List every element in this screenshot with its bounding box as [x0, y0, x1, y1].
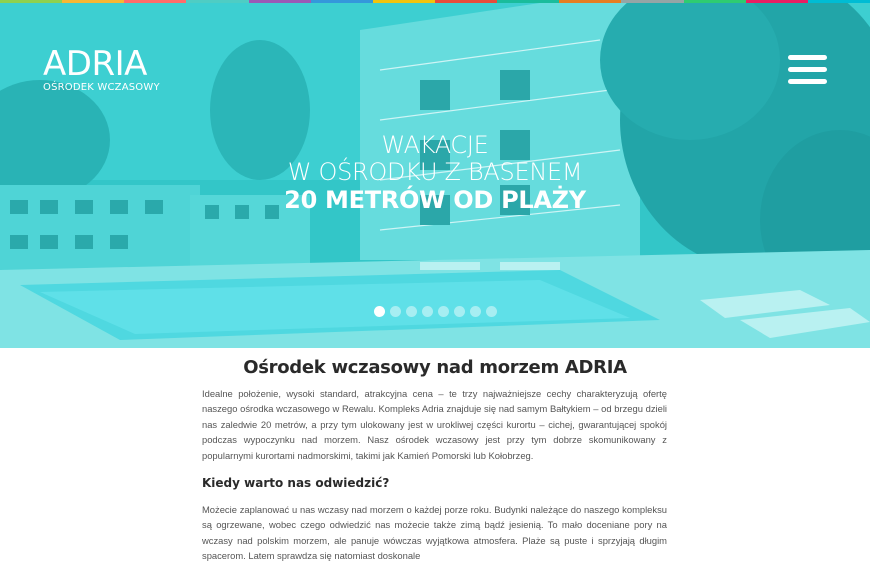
color-strip-segment	[435, 0, 497, 3]
slider-dot-2[interactable]	[390, 306, 401, 317]
logo-title: ADRIA	[43, 44, 147, 84]
hamburger-line	[788, 79, 827, 84]
color-strip-segment	[124, 0, 186, 3]
color-strip	[0, 0, 870, 3]
color-strip-segment	[373, 0, 435, 3]
slider-dot-7[interactable]	[470, 306, 481, 317]
slider-dot-6[interactable]	[454, 306, 465, 317]
slider-pagination	[0, 306, 870, 317]
slider-dot-8[interactable]	[486, 306, 497, 317]
logo-subtitle: OŚRODEK WCZASOWY	[43, 82, 160, 93]
color-strip-segment	[62, 0, 124, 3]
slogan-line-2: W OŚRODKU Z BASENEM	[287, 158, 583, 186]
season-paragraph: Możecie zaplanować u nas wczasy nad morzem o każdej porze roku. Budynki należące do naszego kompleksu są ogrzewane, wobec czego odwiedzić nas możecie także zimą bądź jesienią. To mało doceniane pory na wczasy nad polskim morzem, ale panuje wówczas wyjątkowa atmosfera. Plaże są puste i sprzyjają długim spacerom. Latem sprawdza się natomiast doskonale	[202, 504, 667, 562]
intro-paragraph: Idealne położenie, wysoki standard, atrakcyjna cena – te trzy najważniejsze cechy charakteryzują ofertę naszego ośrodka wczasowego w Rewalu. Kompleks Adria znajduje się nad samym Bałtykiem – od brzegu dzieli nas zaledwie 20 metrów, a przy tym ulokowany jest w urokliwej części kurortu – cichej, gwarantującej spokój podczas wypoczynku nad morzem. Nasz ośrodek wczasowy jest przy tym dobrze skomunikowany z popularnymi kurortami nadmorskimi, takimi jak Kamień Pomorski lub Kołobrzeg.	[202, 388, 667, 461]
color-strip-segment	[684, 0, 746, 3]
main-content	[0, 348, 870, 562]
slider-dot-5[interactable]	[438, 306, 449, 317]
slider-dot-3[interactable]	[406, 306, 417, 317]
slogan-line-1: WAKACJE	[381, 131, 489, 159]
logo[interactable]	[43, 46, 160, 93]
slider-dot-4[interactable]	[422, 306, 433, 317]
slogan-line-3: 20 METRÓW OD PLAŻY	[284, 186, 586, 214]
color-strip-segment	[621, 0, 683, 3]
color-strip-segment	[249, 0, 311, 3]
color-strip-segment	[186, 0, 248, 3]
section-subtitle: Kiedy warto nas odwiedzić?	[202, 476, 390, 491]
color-strip-segment	[746, 0, 808, 3]
hamburger-icon[interactable]	[788, 55, 827, 85]
color-strip-segment	[311, 0, 373, 3]
hamburger-line	[788, 67, 827, 72]
color-strip-segment	[0, 0, 62, 3]
color-strip-segment	[808, 0, 870, 3]
page-title: Ośrodek wczasowy nad morzem ADRIA	[243, 357, 627, 378]
hero-slogan	[0, 132, 870, 214]
hamburger-line	[788, 55, 827, 60]
color-strip-segment	[559, 0, 621, 3]
slider-dot-1[interactable]	[374, 306, 385, 317]
color-strip-segment	[497, 0, 559, 3]
